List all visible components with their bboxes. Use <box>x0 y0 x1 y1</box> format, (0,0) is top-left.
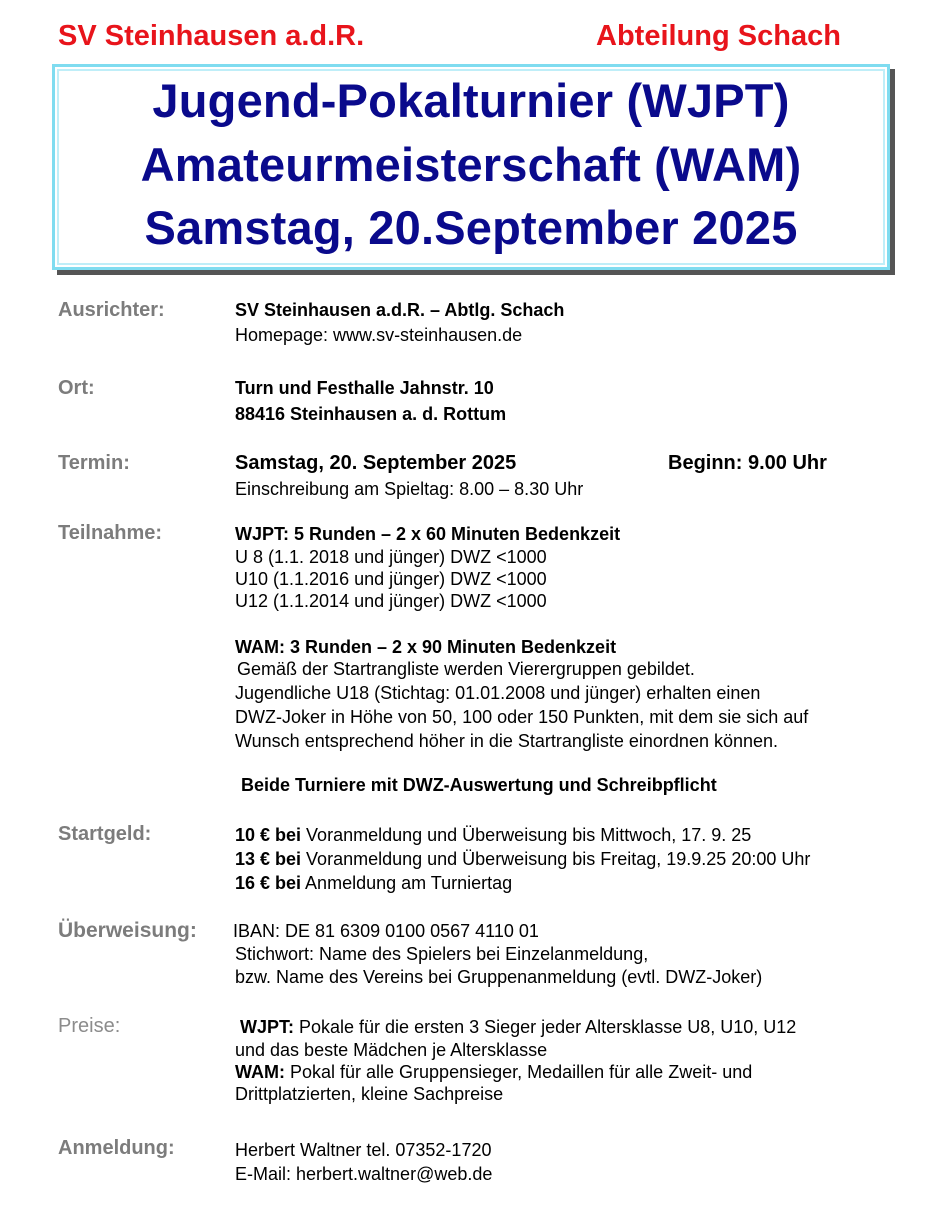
wjpt-heading: WJPT: 5 Runden – 2 x 60 Minuten Bedenkzeit <box>235 524 621 544</box>
wam-heading: WAM: 3 Runden – 2 x 90 Minuten Bedenkzeit <box>235 637 617 657</box>
fee-condition: Voranmeldung und Überweisung bis Freitag, 19.9.25 20:00 Uhr <box>301 849 811 869</box>
prize-wam-line2: Drittplatzierten, kleine Sachpreise <box>235 1084 504 1104</box>
ausrichter-label: Ausrichter: <box>58 299 165 321</box>
ort-label: Ort: <box>58 377 95 399</box>
fee-row <box>235 873 512 894</box>
wam-line: Gemäß der Startrangliste werden Vierergruppen gebildet. <box>237 659 695 679</box>
prize-wam-key: WAM: <box>235 1062 285 1082</box>
both-tournaments-note: Beide Turniere mit DWZ-Auswertung und Schreibpflicht <box>241 775 717 795</box>
termin-label: Termin: <box>58 452 130 474</box>
fee-condition: Voranmeldung und Überweisung bis Mittwoch, 17. 9. 25 <box>301 825 752 845</box>
contact-phone: Herbert Waltner tel. 07352-1720 <box>235 1140 492 1160</box>
fee-amount: 13 € bei <box>235 849 302 869</box>
wjpt-class-u10: U10 (1.1.2016 und jünger) DWZ <1000 <box>235 569 547 589</box>
ueberweisung-keyword: Stichwort: Name des Spielers bei Einzelanmeldung, <box>235 944 649 964</box>
fee-row <box>235 849 810 870</box>
ort-address-2: 88416 Steinhausen a. d. Rottum <box>235 404 507 424</box>
club-name: SV Steinhausen a.d.R. <box>58 20 365 52</box>
fee-amount: 16 € bei <box>235 873 302 893</box>
termin-date: Samstag, 20. September 2025 <box>235 452 517 474</box>
title-box <box>52 64 890 270</box>
title-line-3: Samstag, 20.September 2025 <box>144 201 798 254</box>
prize-wjpt-line2: und das beste Mädchen je Altersklasse <box>235 1040 548 1060</box>
preise-label: Preise: <box>58 1015 121 1037</box>
termin-checkin: Einschreibung am Spieltag: 8.00 – 8.30 Uhr <box>235 479 584 499</box>
fee-row <box>235 825 751 846</box>
termin-begin: Beginn: 9.00 Uhr <box>668 452 827 474</box>
title-line-2: Amateurmeisterschaft (WAM) <box>140 138 802 191</box>
ort-address-1: Turn und Festhalle Jahnstr. 10 <box>235 378 494 398</box>
iban: IBAN: DE 81 6309 0100 0567 4110 01 <box>233 921 539 941</box>
title-line-1: Jugend-Pokalturnier (WJPT) <box>152 74 790 127</box>
wam-line: DWZ-Joker in Höhe von 50, 100 oder 150 Punkten, mit dem sie sich auf <box>235 707 809 727</box>
wam-line: Jugendliche U18 (Stichtag: 01.01.2008 und jünger) erhalten einen <box>235 683 761 703</box>
ueberweisung-keyword-2: bzw. Name des Vereins bei Gruppenanmeldung (evtl. DWZ-Joker) <box>235 967 763 987</box>
anmeldung-label: Anmeldung: <box>58 1137 175 1159</box>
prize-wjpt-key: WJPT: <box>240 1017 294 1037</box>
prize-wjpt <box>240 1017 796 1038</box>
ueberweisung-label: Überweisung: <box>58 919 197 942</box>
teilnahme-label: Teilnahme: <box>58 522 163 544</box>
homepage-link[interactable]: Homepage: www.sv-steinhausen.de <box>235 325 523 345</box>
prize-wam <box>235 1062 752 1083</box>
startgeld-label: Startgeld: <box>58 823 152 845</box>
fee-condition: Anmeldung am Turniertag <box>301 873 513 893</box>
wam-line: Wunsch entsprechend höher in die Startrangliste einordnen können. <box>235 731 779 751</box>
wjpt-class-u12: U12 (1.1.2014 und jünger) DWZ <1000 <box>235 591 547 611</box>
department-name: Abteilung Schach <box>596 20 841 52</box>
contact-email[interactable]: E-Mail: herbert.waltner@web.de <box>235 1164 493 1184</box>
prize-wjpt-text: Pokale für die ersten 3 Sieger jeder Altersklasse U8, U10, U12 <box>294 1017 797 1037</box>
fee-amount: 10 € bei <box>235 825 302 845</box>
prize-wam-text: Pokal für alle Gruppensieger, Medaillen für alle Zweit- und <box>284 1062 753 1082</box>
ausrichter-name: SV Steinhausen a.d.R. – Abtlg. Schach <box>235 300 565 320</box>
wjpt-class-u8: U 8 (1.1. 2018 und jünger) DWZ <1000 <box>235 547 547 567</box>
